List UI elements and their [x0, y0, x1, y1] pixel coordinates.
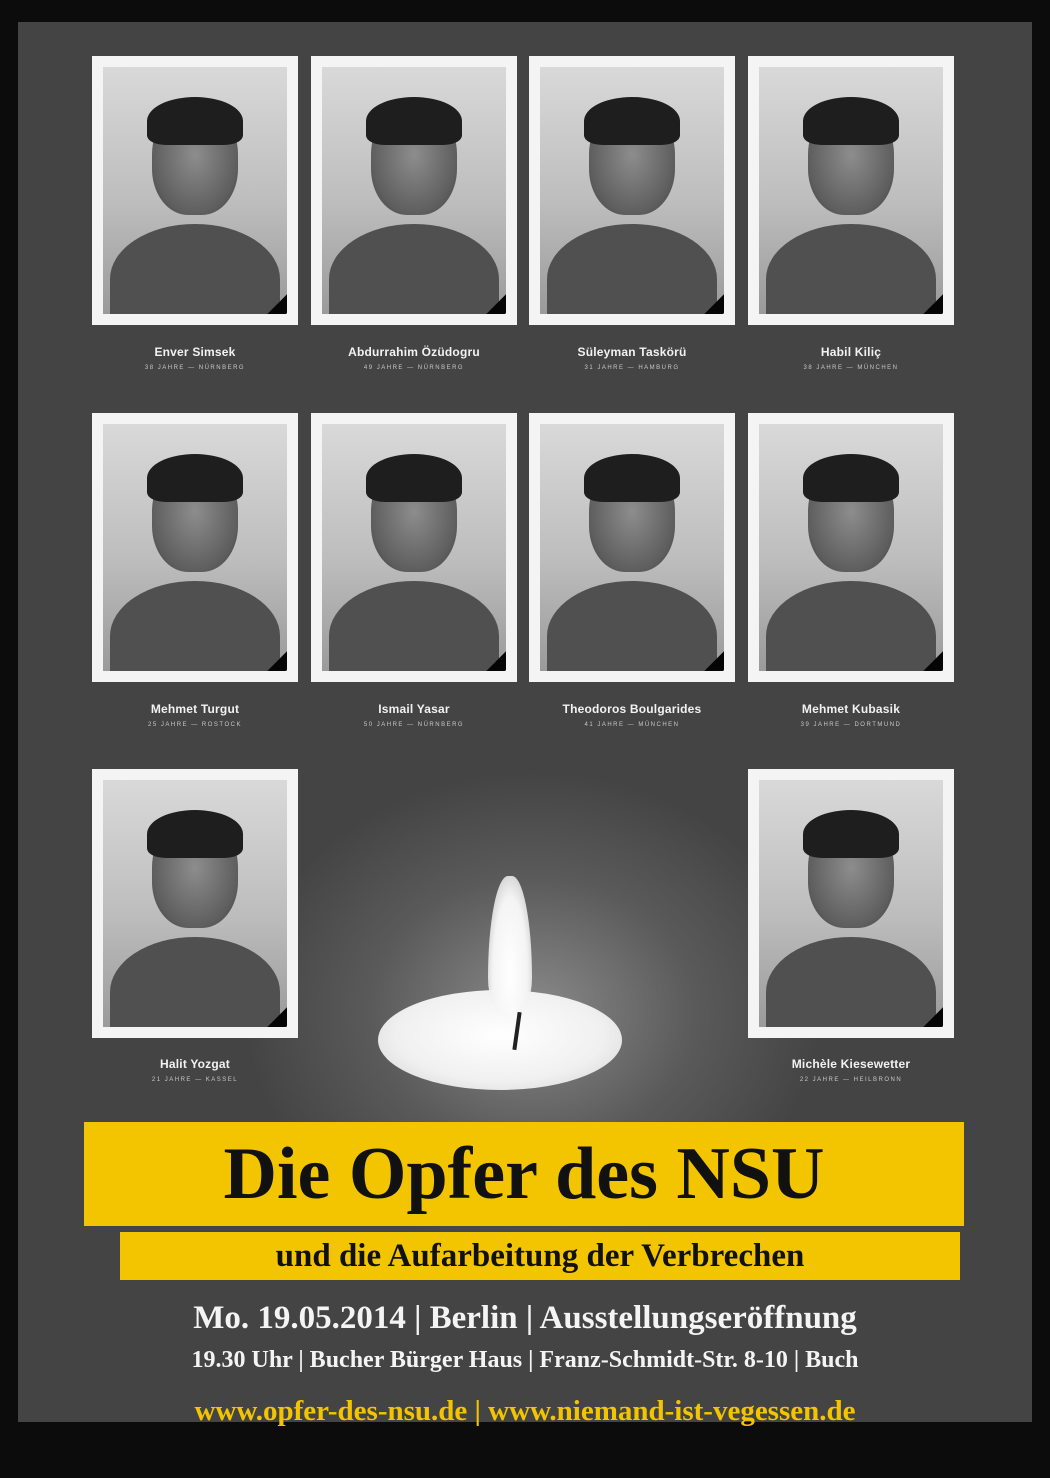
- victim-photo: [529, 56, 735, 325]
- victim-photo: [748, 413, 954, 682]
- victim-detail: 25 JAHRE — ROSTOCK: [148, 722, 242, 728]
- victim-photo: [529, 413, 735, 682]
- victim-caption: [294, 345, 534, 371]
- victim-caption: [731, 702, 971, 728]
- victim-photo: [311, 413, 517, 682]
- victim-name: Mehmet Kubasik: [801, 702, 901, 716]
- victim-name: Michèle Kiesewetter: [791, 1057, 911, 1071]
- victim-name: Habil Kiliç: [820, 345, 882, 359]
- flame-icon: [488, 876, 532, 1016]
- victim-name: Halit Yozgat: [160, 1057, 230, 1071]
- victim-detail: 50 JAHRE — NÜRNBERG: [363, 722, 465, 728]
- victim-photo: [92, 56, 298, 325]
- victim-caption: [75, 345, 315, 371]
- victim-photo: [92, 769, 298, 1038]
- victim-caption: [731, 345, 971, 371]
- poster: [18, 22, 1032, 1427]
- victim-photo: [311, 56, 517, 325]
- victim-name: Enver Simsek: [154, 345, 236, 359]
- victim-detail: 38 JAHRE — NÜRNBERG: [144, 365, 246, 371]
- victim-name: Theodoros Boulgarides: [562, 702, 702, 716]
- victim-name: Süleyman Taskörü: [577, 345, 687, 359]
- victim-detail: 39 JAHRE — DORTMUND: [800, 722, 902, 728]
- victim-photo: [92, 413, 298, 682]
- victim-caption: [512, 345, 752, 371]
- victim-photo: [748, 56, 954, 325]
- victim-detail: 21 JAHRE — KASSEL: [151, 1077, 239, 1083]
- victim-caption: [294, 702, 534, 728]
- victim-name: Ismail Yasar: [378, 702, 450, 716]
- victim-caption: [731, 1057, 971, 1083]
- victim-detail: 49 JAHRE — NÜRNBERG: [363, 365, 465, 371]
- victim-detail: 22 JAHRE — HEILBRONN: [799, 1077, 903, 1083]
- subtitle-banner: und die Aufarbeitung der Verbrechen: [120, 1232, 960, 1280]
- website-links: www.opfer-des-nsu.de | www.niemand-ist-vegessen.de: [194, 1395, 856, 1427]
- victim-caption: [75, 702, 315, 728]
- victim-detail: 41 JAHRE — MÜNCHEN: [584, 722, 680, 728]
- victim-caption: [512, 702, 752, 728]
- victim-name: Mehmet Turgut: [150, 702, 240, 716]
- title-banner: Die Opfer des NSU: [84, 1122, 964, 1226]
- victim-name: Abdurrahim Özüdogru: [348, 345, 480, 359]
- victim-caption: [75, 1057, 315, 1083]
- victim-detail: 31 JAHRE — HAMBURG: [584, 365, 680, 371]
- victim-photo: [748, 769, 954, 1038]
- victim-detail: 38 JAHRE — MÜNCHEN: [803, 365, 899, 371]
- event-line: Mo. 19.05.2014 | Berlin | Ausstellungseröffnung: [193, 1300, 857, 1336]
- venue-line: 19.30 Uhr | Bucher Bürger Haus | Franz-Schmidt-Str. 8-10 | Buch: [191, 1347, 859, 1373]
